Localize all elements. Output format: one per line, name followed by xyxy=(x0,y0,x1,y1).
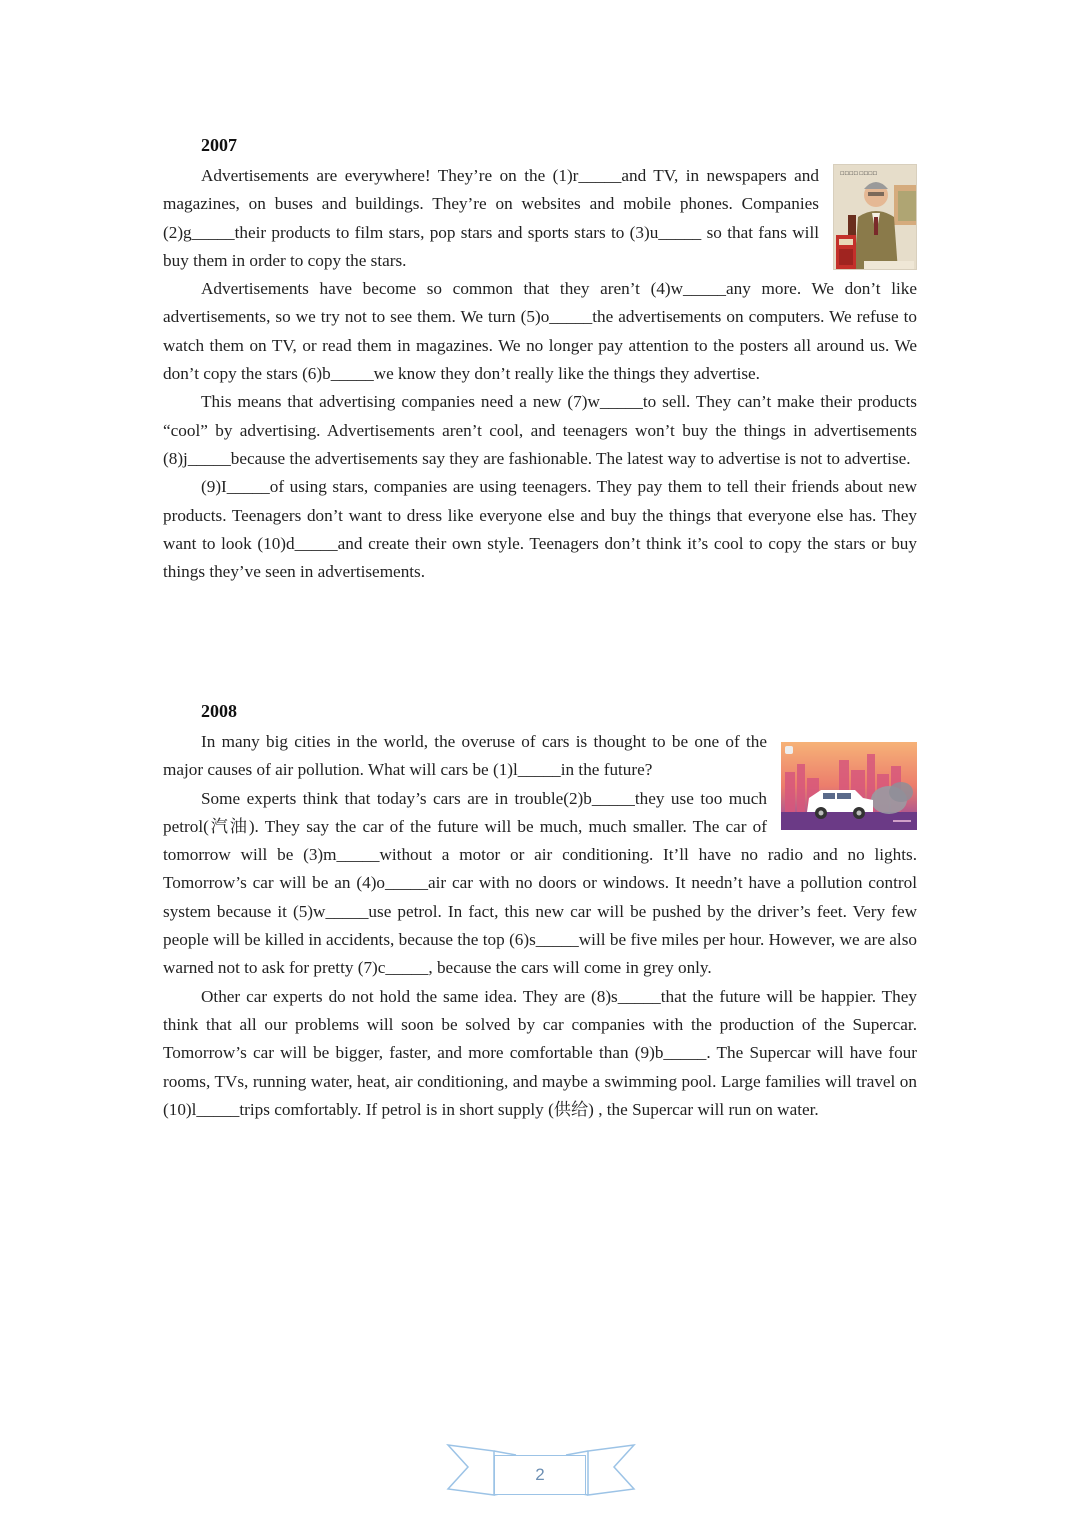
paragraph: Advertisements are everywhere! They’re on the (1)r_____and TV, in newspapers and magazines, on buses and buildings. They’re on websites and mobile phones. Companies (2)g_____their products to film stars, pop stars and sports stars to (3)u_____ so that fans will buy them in order to copy the stars. xyxy=(163,166,819,270)
paragraph: (9)I_____of using stars, companies are using teenagers. They pay them to tell their friends about new products. Teenagers don’t want to dress like everyone else and buy the things that everyone else has. They want to look (10)d_____and create their own style. Teenagers don’t think it’s cool to copy the stars or buy things they’ve seen in advertisements. xyxy=(163,477,917,582)
paragraph: Advertisements have become so common that they aren’t (4)w_____any more. We don’t like advertisements, so we try not to see them. We turn (5)o_____the advertisements on computers. We refuse to watch them on TV, or read them in magazines. We no longer pay attention to the posters all around us. We don’t copy the stars (6)b_____we know they don’t really like the things they advertise. xyxy=(163,279,917,384)
white-suv-city-pollution-image xyxy=(781,742,917,830)
page-number-ribbon xyxy=(446,1443,636,1501)
paragraph: Some experts think that today’s cars are in trouble(2)b_____they use too much petrol(汽油). They say the car of the future will be much, much smaller. The car of tomorrow will be (3)m_____without a motor or air conditioning. It’ll have no radio and no lights. Tomorrow’s car will be an (4)o_____air car with no doors or windows. It needn’t have a pollution control system because it (5)w_____use petrol. In fact, this new car will be pushed by the driver’s feet. Very few people will be killed in accidents, because the top (6)s_____will be five miles per hour. However, we are also warned not to ask for pretty (7)c_____, because the cars will come in grey only. xyxy=(163,788,917,978)
vintage-cola-ad-image xyxy=(833,164,917,270)
page-number: 2 xyxy=(494,1455,586,1495)
paragraph: Other car experts do not hold the same idea. They are (8)s_____that the future will be happier. They think that all our problems will soon be solved by car companies with the production of the Supercar. Tomorrow’s car will be bigger, faster, and more comfortable than (9)b_____. The Supercar will have four rooms, TVs, running water, heat, air conditioning, and maybe a swimming pool. Large families will travel on (10)l_____trips comfortably. If petrol is in short supply (供给) , the Supercar will run on water. xyxy=(163,986,917,1119)
section-year: 2007 xyxy=(201,135,237,155)
section-year: 2008 xyxy=(201,701,237,721)
passage-2008 xyxy=(163,698,917,1124)
paragraph: This means that advertising companies need a new (7)w_____to sell. They can’t make their products “cool” by advertising. Advertisements aren’t cool, and teenagers won’t buy the things in advertisements (8)j_____because the advertisements say they are fashionable. The latest way to advertise is not to advertise. xyxy=(163,392,917,468)
paragraph: In many big cities in the world, the overuse of cars is thought to be one of the major causes of air pollution. What will cars be (1)l_____in the future? xyxy=(163,732,767,780)
svg-text:☐☐☐☐ ☐☐☐☐: ☐☐☐☐ ☐☐☐☐ xyxy=(840,172,878,177)
passage-2007 xyxy=(163,132,917,586)
